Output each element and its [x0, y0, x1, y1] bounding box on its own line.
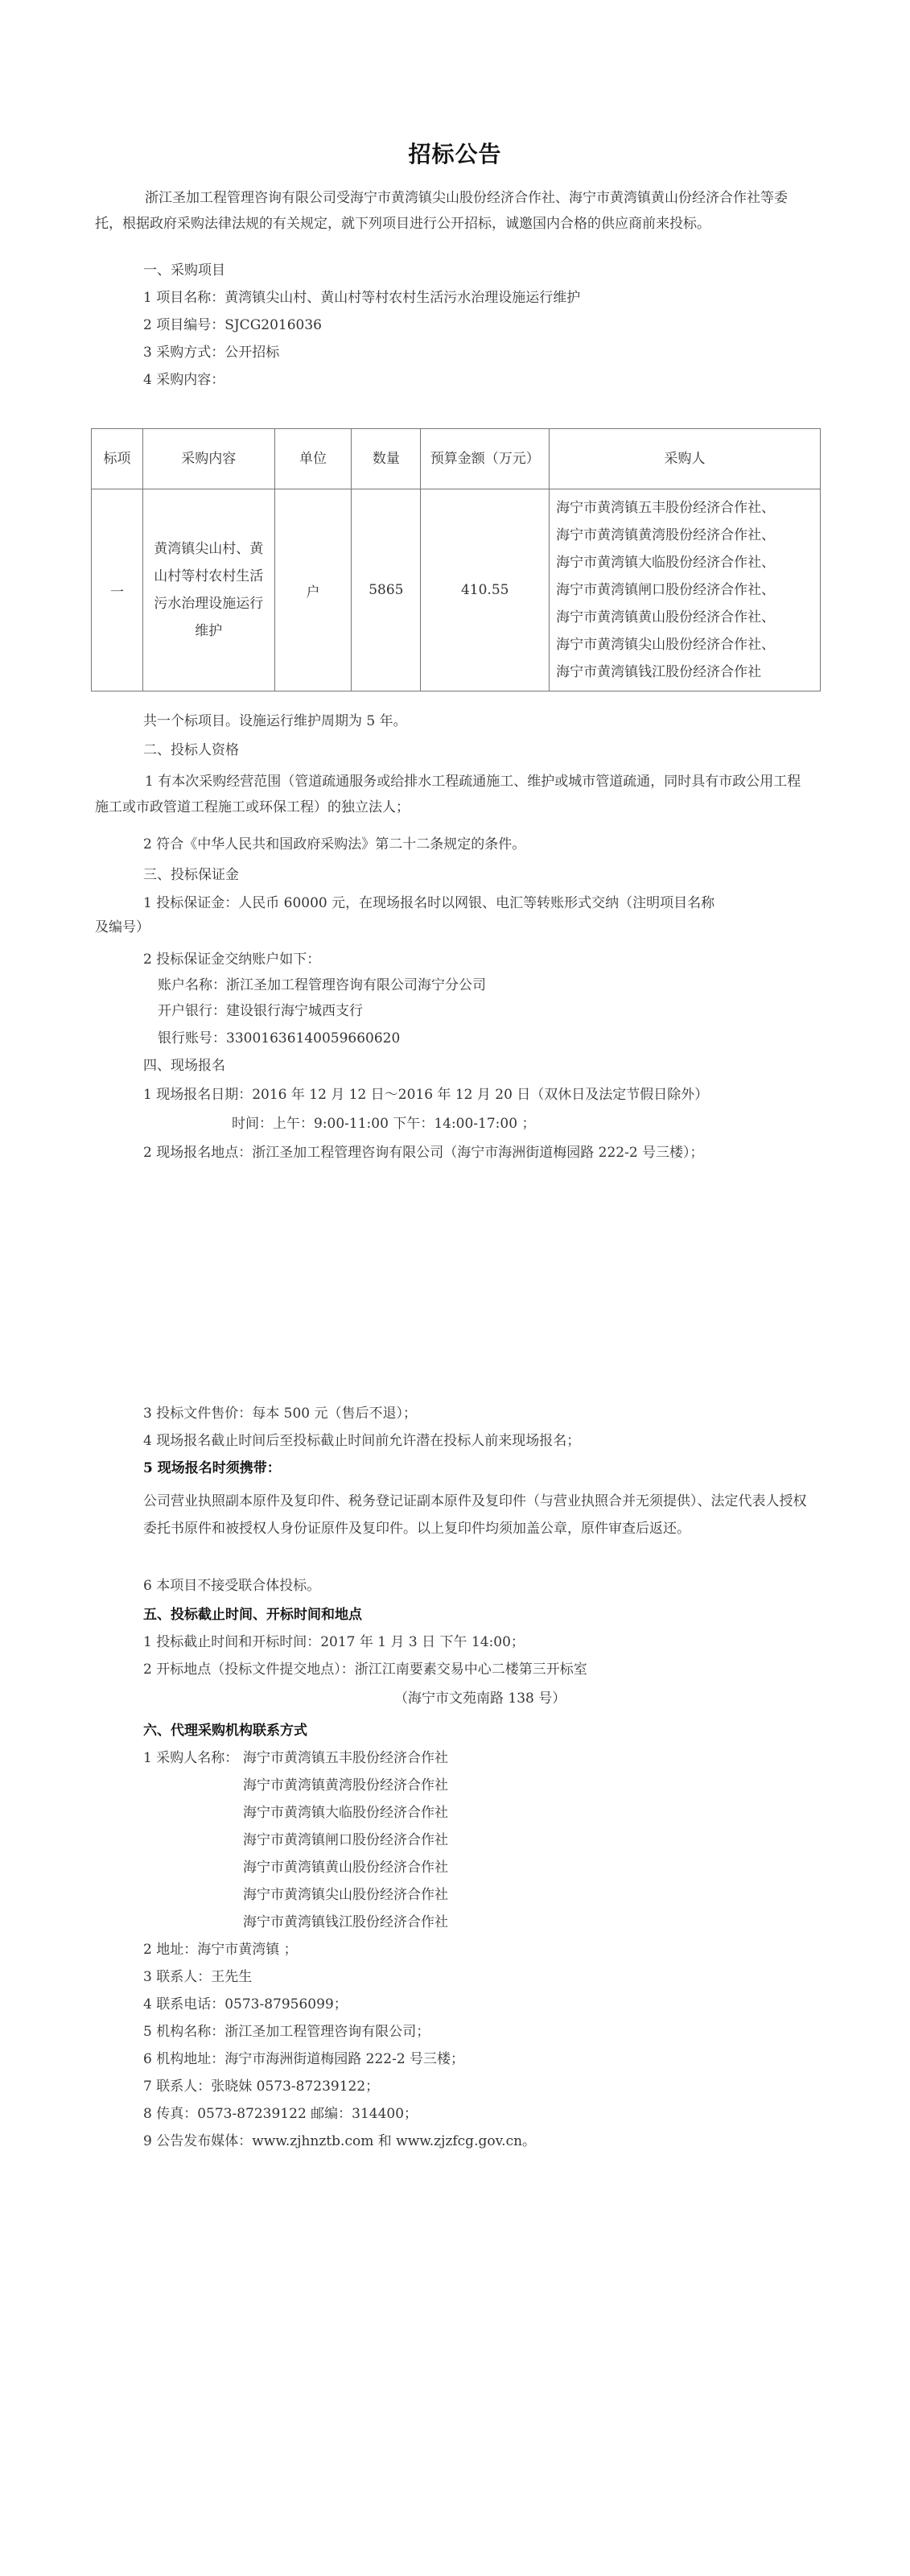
- table-note: 共一个标项目。设施运行维护周期为 5 年。: [143, 713, 407, 729]
- procurement-method: 3 采购方式：公开招标: [143, 345, 280, 361]
- section-heading-registration: 四、现场报名: [143, 1058, 225, 1074]
- project-name: 1 项目名称：黄湾镇尖山村、黄山村等村农村生活污水治理设施运行维护: [143, 290, 581, 306]
- materials-heading: 5 现场报名时须携带：: [143, 1460, 281, 1476]
- qualification-2: 2 符合《中华人民共和国政府采购法》第二十二条规定的条件。: [143, 836, 526, 852]
- procurement-table: [91, 428, 821, 691]
- cell-budget: 410.55: [421, 489, 550, 691]
- buyer-name: 海宁市黄湾镇黄山股份经济合作社: [243, 1860, 448, 1876]
- agency-name: 5 机构名称：浙江圣加工程管理咨询有限公司；: [143, 2024, 430, 2040]
- table-header-row: [92, 429, 821, 489]
- buyer-phone: 4 联系电话：0573-87956099；: [143, 1996, 348, 2013]
- section-heading-procurement: 一、采购项目: [143, 262, 225, 279]
- buyer-name: 海宁市黄湾镇钱江股份经济合作社: [243, 1914, 448, 1930]
- buyer-line: 海宁市黄湾镇五丰股份经济合作社、: [556, 500, 776, 516]
- header-quantity: 数量: [352, 429, 421, 489]
- header-unit: 单位: [274, 429, 352, 489]
- header-budget: 预算金额（万元）: [421, 429, 550, 489]
- cell-content: 黄湾镇尖山村、黄山村等村农村生活污水治理设施运行维护: [142, 489, 274, 691]
- account-bank: 开户银行：建设银行海宁城西支行: [158, 1003, 363, 1019]
- buyer-line: 海宁市黄湾镇大临股份经济合作社、: [556, 555, 776, 571]
- header-content: 采购内容: [142, 429, 274, 489]
- page-title: 招标公告: [408, 141, 502, 167]
- section-heading-qualification: 二、投标人资格: [143, 742, 239, 758]
- buyer-line: 海宁市黄湾镇尖山股份经济合作社、: [556, 637, 776, 653]
- procurement-content-label: 4 采购内容：: [143, 372, 225, 388]
- project-number: 2 项目编号：SJCG2016036: [143, 317, 322, 333]
- buyer-line: 海宁市黄湾镇闸口股份经济合作社、: [556, 582, 776, 598]
- buyer-address: 2 地址：海宁市黄湾镇 ；: [143, 1942, 298, 1958]
- agency-fax: 8 传真：0573-87239122 邮编：314400；: [143, 2106, 418, 2122]
- publication-media: 9 公告发布媒体：www.zjhnztb.com 和 www.zjzfcg.gov.cn。: [143, 2133, 537, 2149]
- cell-quantity: 5865: [352, 489, 421, 691]
- agency-address: 6 机构地址：海宁市海洲街道梅园路 222-2 号三楼；: [143, 2051, 465, 2067]
- registration-date: 1 现场报名日期：2016 年 12 月 12 日～2016 年 12 月 20 日（双休日及法定节假日除外）: [143, 1087, 709, 1103]
- registration-time: 时间：上午：9:00-11:00 下午：14:00-17:00 ；: [232, 1116, 536, 1132]
- table-row: [92, 489, 821, 691]
- deposit-line-1: 1 投标保证金：人民币 60000 元，在现场报名时以网银、电汇等转账形式交纳（注明项目名称: [143, 895, 715, 911]
- buyer-line: 海宁市黄湾镇黄湾股份经济合作社、: [556, 527, 776, 543]
- bid-location-address: （海宁市文苑南路 138 号）: [394, 1690, 566, 1707]
- cell-buyers: [550, 489, 821, 691]
- no-consortium: 6 本项目不接受联合体投标。: [143, 1578, 321, 1594]
- account-number: 银行账号：33001636140059660620: [158, 1030, 401, 1046]
- buyer-name: 海宁市黄湾镇闸口股份经济合作社: [243, 1832, 448, 1848]
- deposit-account-intro: 2 投标保证金交纳账户如下：: [143, 952, 321, 968]
- cell-lot: 一: [92, 489, 143, 691]
- section-heading-bid-time: 五、投标截止时间、开标时间和地点: [143, 1607, 362, 1623]
- buyer-name: 海宁市黄湾镇黄湾股份经济合作社: [243, 1777, 448, 1794]
- bid-doc-price: 3 投标文件售价：每本 500 元（售后不退）；: [143, 1406, 417, 1422]
- buyer-line: 海宁市黄湾镇钱江股份经济合作社: [556, 664, 762, 680]
- buyer-name: 海宁市黄湾镇五丰股份经济合作社: [243, 1750, 448, 1766]
- section-heading-contact: 六、代理采购机构联系方式: [143, 1723, 307, 1739]
- qualification-1: 1 有本次采购经营范围（管道疏通服务或给排水工程疏通施工、维护或城市管道疏通，同时具有市政公用工程施工或市政管道工程施工或环保工程）的独立法人；: [95, 774, 801, 815]
- buyer-line: 海宁市黄湾镇黄山股份经济合作社、: [556, 609, 776, 625]
- cell-unit: 户: [274, 489, 352, 691]
- buyer-label: 1 采购人名称：: [143, 1750, 239, 1766]
- registration-deadline-note: 4 现场报名截止时间后至投标截止时间前允许潜在投标人前来现场报名；: [143, 1433, 581, 1449]
- agency-contact: 7 联系人：张晓妹 0573-87239122；: [143, 2079, 380, 2095]
- header-lot: 标项: [92, 429, 143, 489]
- buyer-contact: 3 联系人：王先生: [143, 1969, 253, 1985]
- buyer-name: 海宁市黄湾镇尖山股份经济合作社: [243, 1887, 448, 1903]
- deposit-line-1-cont: 及编号）: [95, 919, 150, 935]
- section-heading-deposit: 三、投标保证金: [143, 867, 239, 883]
- account-name: 账户名称：浙江圣加工程管理咨询有限公司海宁分公司: [158, 977, 486, 993]
- materials-list: 公司营业执照副本原件及复印件、税务登记证副本原件及复印件（与营业执照合并无须提供）、法定代表人授权委托书原件和被授权人身份证原件及复印件。以上复印件均须加盖公章，原件审查后返还。: [143, 1493, 807, 1537]
- intro-paragraph: 浙江圣加工程管理咨询有限公司受海宁市黄湾镇尖山股份经济合作社、海宁市黄湾镇黄山份经济合作社等委托，根据政府采购法律法规的有关规定，就下列项目进行公开招标，诚邀国内合格的供应商前来投标。: [95, 190, 788, 232]
- buyer-name: 海宁市黄湾镇大临股份经济合作社: [243, 1805, 448, 1821]
- bid-location: 2 开标地点（投标文件提交地点）：浙江江南要素交易中心二楼第三开标室: [143, 1662, 587, 1678]
- bid-deadline: 1 投标截止时间和开标时间：2017 年 1 月 3 日 下午 14:00；: [143, 1634, 525, 1650]
- registration-place: 2 现场报名地点：浙江圣加工程管理咨询有限公司（海宁市海洲街道梅园路 222-2 号三楼）；: [143, 1145, 704, 1161]
- header-buyer: 采购人: [550, 429, 821, 489]
